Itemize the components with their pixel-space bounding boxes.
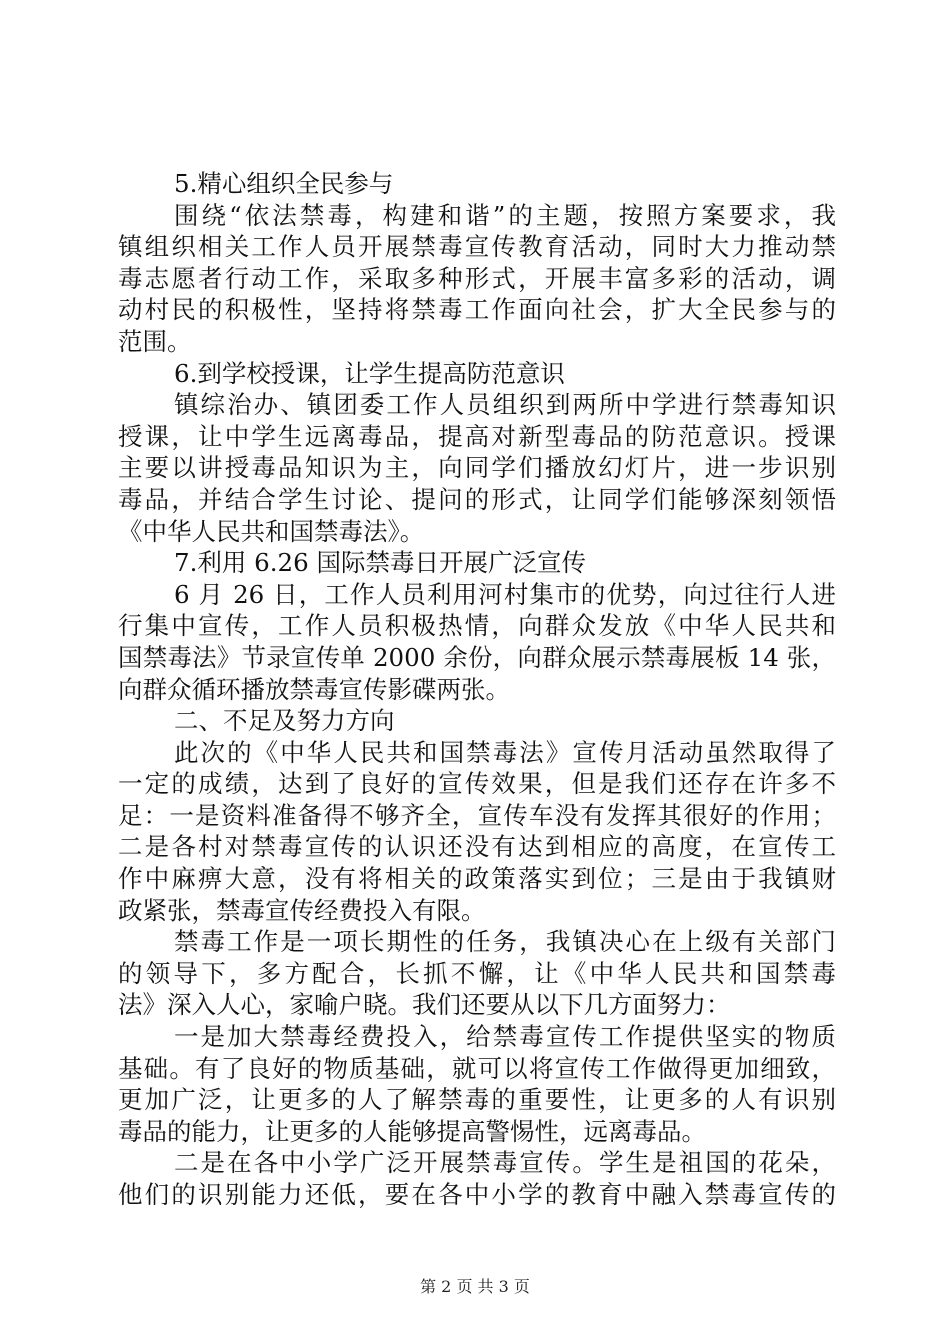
- text-line: 足：一是资料准备得不够齐全，宣传车没有发挥其很好的作用；: [118, 800, 836, 830]
- text-line: 6.到学校授课，让学生提高防范意识: [174, 358, 565, 388]
- text-line: 法》深入人心，家喻户晓。我们还要从以下几方面努力：: [118, 990, 731, 1020]
- text-line: 的领导下，多方配合，长抓不懈，让《中华人民共和国禁毒: [118, 958, 836, 988]
- text-line: 6 月 26 日，工作人员利用河村集市的优势，向过往行人进: [174, 579, 836, 609]
- text-line: 国禁毒法》节录宣传单 2000 余份，向群众展示禁毒展板 14 张，: [118, 642, 836, 672]
- text-line: 镇综治办、镇团委工作人员组织到两所中学进行禁毒知识: [174, 390, 836, 420]
- text-line: 毒志愿者行动工作，采取多种形式，开展丰富多彩的活动，调: [118, 263, 836, 293]
- text-line: 政紧张，禁毒宣传经费投入有限。: [118, 895, 486, 925]
- text-line: 《中华人民共和国禁毒法》。: [118, 516, 425, 546]
- text-line: 他们的识别能力还低，要在各中小学的教育中融入禁毒宣传的: [118, 1180, 836, 1209]
- text-line: 范围。: [118, 326, 192, 356]
- text-line: 行集中宣传，工作人员积极热情，向群众发放《中华人民共和: [118, 611, 836, 641]
- text-line: 一定的成绩，达到了良好的宣传效果，但是我们还存在许多不: [118, 769, 836, 799]
- text-line: 一是加大禁毒经费投入，给禁毒宣传工作提供坚实的物质: [174, 1022, 836, 1052]
- text-line: 此次的《中华人民共和国禁毒法》宣传月活动虽然取得了: [174, 737, 836, 767]
- text-line: 二、不足及努力方向: [174, 706, 395, 736]
- text-line: 授课，让中学生远离毒品，提高对新型毒品的防范意识。授课: [118, 421, 836, 451]
- text-line: 作中麻痹大意，没有将相关的政策落实到位；三是由于我镇财: [118, 864, 836, 894]
- text-line: 二是在各中小学广泛开展禁毒宣传。学生是祖国的花朵，: [174, 1148, 836, 1178]
- document-body: [118, 168, 836, 1211]
- page-footer: 第 2 页 共 3 页: [420, 1277, 530, 1296]
- text-line: 毒品，并结合学生讨论、提问的形式，让同学们能够深刻领悟: [118, 484, 836, 514]
- text-line: 镇组织相关工作人员开展禁毒宣传教育活动，同时大力推动禁: [118, 232, 836, 262]
- text-line: 7.利用 6.26 国际禁毒日开展广泛宣传: [174, 548, 587, 578]
- text-line: 二是各村对禁毒宣传的认识还没有达到相应的高度，在宣传工: [118, 832, 836, 862]
- text-line: 动村民的积极性，坚持将禁毒工作面向社会，扩大全民参与的: [118, 295, 836, 325]
- text-line: 向群众循环播放禁毒宣传影碟两张。: [118, 674, 510, 704]
- text-line: 毒品的能力，让更多的人能够提高警惕性，远离毒品。: [118, 1116, 706, 1146]
- text-line: 更加广泛，让更多的人了解禁毒的重要性，让更多的人有识别: [118, 1085, 836, 1115]
- text-line: 禁毒工作是一项长期性的任务，我镇决心在上级有关部门: [174, 927, 836, 957]
- text-line: 基础。有了良好的物质基础，就可以将宣传工作做得更加细致，: [118, 1053, 836, 1083]
- text-line: 围绕“依法禁毒，构建和谐”的主题，按照方案要求，我: [174, 200, 836, 230]
- text-line: 主要以讲授毒品知识为主，向同学们播放幻灯片，进一步识别: [118, 453, 836, 483]
- text-line: 5.精心组织全民参与: [174, 169, 394, 198]
